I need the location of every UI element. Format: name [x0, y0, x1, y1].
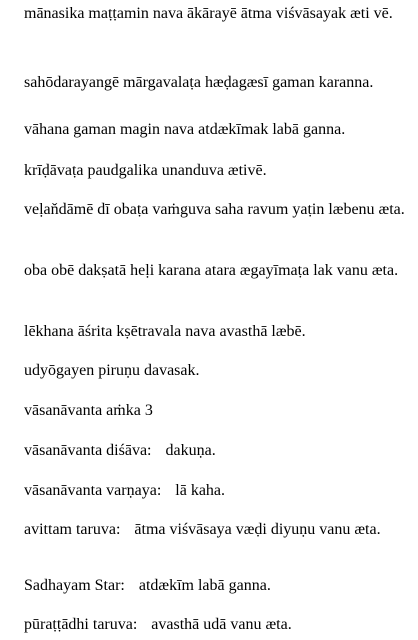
field-label: Sadhayam Star:	[24, 577, 125, 594]
field-label: pūraṭṭādhi taruva:	[24, 616, 138, 633]
field-value: atdækīm labā ganna.	[138, 577, 271, 594]
paragraph: lēkhana āśrita kṣētravala nava avasthā læbē.	[24, 323, 306, 340]
field-value: ātma viśvāsaya væḍi diyuṇu vanu æta.	[134, 521, 381, 538]
field-value: lā kaha.	[175, 482, 226, 499]
field-label: vāsanāvanta diśāva:	[24, 442, 152, 459]
field-value: avasthā udā vanu æta.	[151, 616, 292, 633]
field-label: avittam taruva:	[24, 521, 121, 538]
field-line	[24, 480, 410, 502]
field-line	[24, 614, 410, 636]
field-line	[24, 519, 410, 541]
field-line	[24, 575, 410, 597]
field-line	[24, 440, 410, 462]
paragraph: krīḍāvaṭa paudgalika unanduva ætivē.	[24, 162, 267, 179]
paragraph: mānasika maṭṭamin nava ākārayē ātma viśvāsayak æti vē.	[24, 5, 393, 22]
field-value: dakuṇa.	[165, 442, 216, 459]
paragraph: sahōdarayangē mārgavalaṭa hæḍagæsī gaman karanna.	[24, 74, 374, 91]
field-label: vāsanāvanta varṇaya:	[24, 482, 162, 499]
paragraph: veḷaňdāmē dī obaṭa vaṁguva saha ravum yaṭin læbenu æta.	[24, 201, 405, 218]
paragraph: udyōgayen piruṇu davasak.	[24, 362, 200, 379]
paragraph: oba obē dakṣatā heḷi karana atara ægayīmaṭa lak vanu æta.	[24, 262, 399, 279]
paragraph: vāhana gaman magin nava atdækīmak labā ganna.	[24, 121, 346, 138]
paragraph: vāsanāvanta aṁka 3	[24, 402, 153, 419]
